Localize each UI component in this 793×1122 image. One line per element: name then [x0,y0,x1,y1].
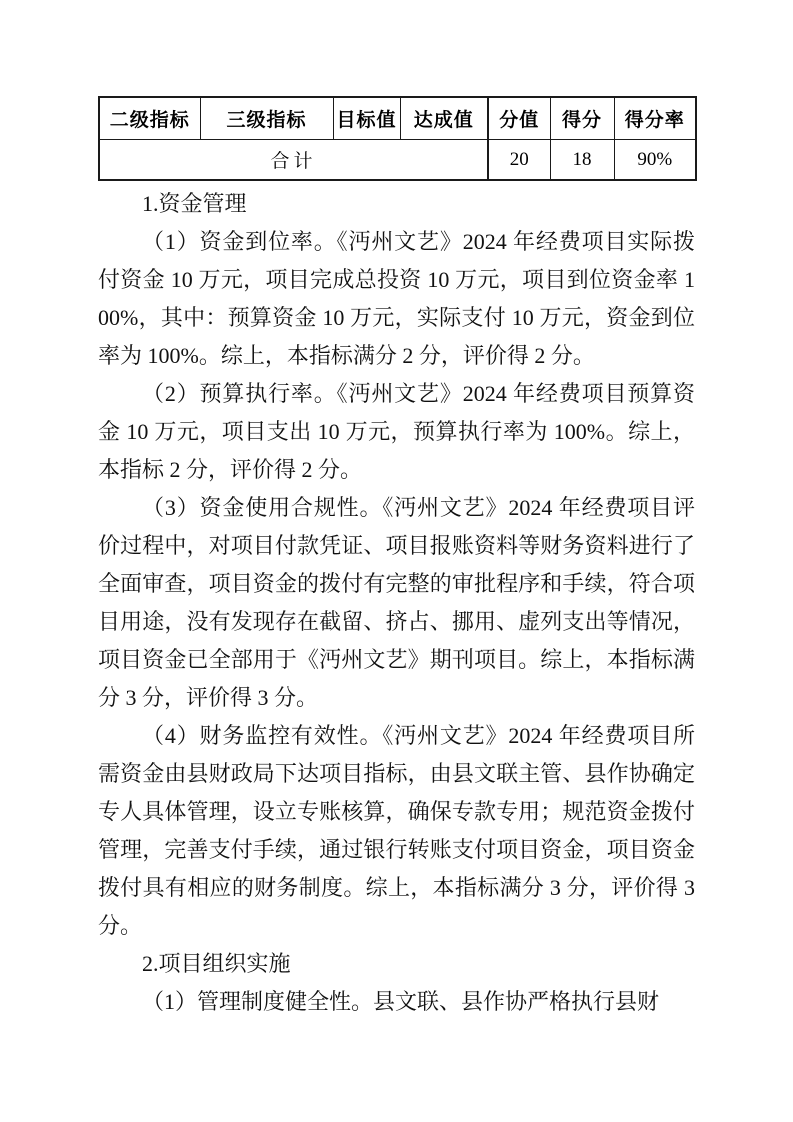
paragraph-fund-use-compliance: （3）资金使用合规性。《沔州文艺》2024 年经费项目评价过程中，对项目付款凭证、项目报账资料等财务资料进行了全面审查，项目资金的拨付有完整的审批程序和手续，符合项目用途，没有发现存在截留、挤占、挪用、虚列支出等情况，项目资金已全部用于《沔州文艺》期刊项目。综上，本指标满分 3 分，评价得 3 分。 [98,495,695,710]
section-heading-project-implementation: 2.项目组织实施 [142,951,291,976]
total-score-rate-cell: 90% [614,140,696,181]
header-cell-score-rate: 得分率 [614,97,696,140]
paragraph-fund-arrival-rate: （1）资金到位率。《沔州文艺》2024 年经费项目实际拨付资金 10 万元，项目完成总投资 10 万元，项目到位资金率 100%，其中：预算资金 10 万元，实际支付 10 万元，资金到位率为 100%。综上，本指标满分 2 分，评价得 2 分。 [98,229,695,368]
table-header-row [99,97,696,140]
report-body [98,185,695,1021]
total-score-obtained-cell: 18 [550,140,614,181]
paragraph-management-system: （1）管理制度健全性。县文联、县作协严格执行县财 [142,989,660,1014]
header-cell-score-value: 分值 [488,97,550,140]
indicator-summary-table [98,96,697,181]
total-label-cell: 合计 [99,140,488,181]
paragraph-budget-execution-rate: （2）预算执行率。《沔州文艺》2024 年经费项目预算资金 10 万元，项目支出 10 万元，预算执行率为 100%。综上，本指标 2 分，评价得 2 分。 [98,381,695,482]
section-heading-fund-management: 1.资金管理 [142,191,247,216]
total-score-value-cell: 20 [488,140,550,181]
header-cell-achieved-value: 达成值 [400,97,488,140]
paragraph-financial-monitoring: （4）财务监控有效性。《沔州文艺》2024 年经费项目所需资金由县财政局下达项目指标，由县文联主管、县作协确定专人具体管理，设立专账核算，确保专款专用；规范资金拨付管理，完善支付手续，通过银行转账支付项目资金，项目资金拨付具有相应的财务制度。综上，本指标满分 3 分，评价得 3 分。 [98,723,695,938]
page-content [98,96,695,1021]
table-total-row [99,140,696,181]
header-cell-score-obtained: 得分 [550,97,614,140]
header-cell-tertiary-indicator: 三级指标 [200,97,333,140]
header-cell-secondary-indicator: 二级指标 [99,97,200,140]
header-cell-target-value: 目标值 [333,97,400,140]
